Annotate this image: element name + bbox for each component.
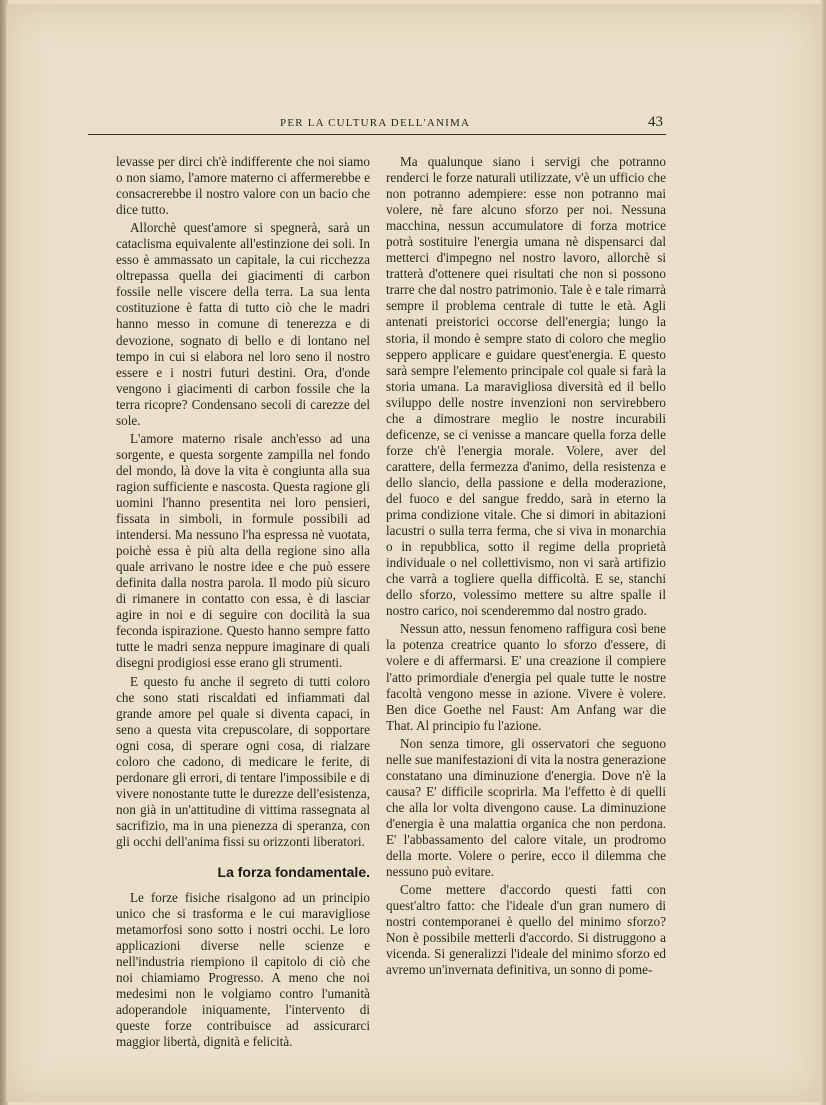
paragraph: Come mettere d'accordo questi fatti con quest'altro fatto: che l'ideale d'un gran numero di nostri contemporanei è quello del minimo sforzo? Non è possibile metterli d'accordo. Si distruggono a vicenda. Si generalizzi l'ideale del minimo sforzo ed avremo un'invernata definitiva, un sonno di pome- bbox=[386, 882, 666, 978]
page-number: 43 bbox=[648, 114, 663, 130]
section-heading: La forza fondamentale. bbox=[217, 864, 370, 881]
paragraph: E questo fu anche il segreto di tutti coloro che sono stati riscaldati ed infiammati dal grande amore pel quale si diventa capaci, in seno a questa vita crepuscolare, di sopportare ogni cosa, di sperare ogni cosa, di rialzare coloro che cadono, di medicare le ferite, di perdonare gli errori, di tentare l'impossibile e di vivere nonostante tutte le durezze dell'esistenza, non già in un'attitudine di vittima rassegnata al sacrifizio, ma in una pienezza di speranza, con gli occhi dell'anima fissi su orizzonti liberatori. bbox=[116, 673, 370, 849]
header-rule bbox=[88, 134, 666, 135]
left-column bbox=[116, 154, 370, 1053]
paragraph: levasse per dirci ch'è indifferente che noi siamo o non siamo, l'amore materno ci affermerebbe e consacrerebbe il nostro valore con un bacio che dice tutto. bbox=[116, 154, 370, 218]
paragraph: Allorchè quest'amore si spegnerà, sarà un cataclisma equivalente all'estinzione dei soli. In esso è ammassato un capitale, la cui ricchezza oltrepassa quella dei giacimenti di carbon fossile nelle viscere della terra. La sua lenta costituzione è fatta di tutto ciò che le madri hanno messo in comune di tenerezza e di devozione, sognato di bello e di lontano nel tempo in cui si elabora nel loro seno il nostro essere e i nostri futuri destini. Ora, d'onde vengono i giacimenti di carbon fossile che la terra ricopre? Condensano secoli di carezze del sole. bbox=[116, 220, 370, 428]
right-column bbox=[386, 154, 666, 980]
paragraph: Nessun atto, nessun fenomeno raffigura così bene la potenza creatrice quanto lo sforzo d'essere, di volere e di affermarsi. E' una creazione il compiere l'atto primordiale d'energia pel quale tutte le nostre facoltà vengono messe in azione. Vivere è volere. Ben dice Goethe nel Faust: Am Anfang war die That. Al principio fu l'azione. bbox=[386, 621, 666, 733]
paragraph: Non senza timore, gli osservatori che seguono nelle sue manifestazioni di vita la nostra generazione constatano una diminuzione d'energia. Dove n'è la causa? E' difficile scoprirla. Ma l'effetto è di quelli che alla lor volta divengono cause. La diminuzione d'energia è una malattia organica che non perdona. E' l'abbassamento del calore vitale, un prodromo della morte. Volere o perire, ecco il dilemma che nessuno può evitare. bbox=[386, 735, 666, 880]
paragraph: Le forze fisiche risalgono ad un principio unico che si trasforma e le cui maravigliose metamorfosi sono sotto i nostri occhi. Le loro applicazioni diverse nelle scienze e nell'industria riempiono il capitolo di ciò che noi chiamiamo Progresso. A meno che noi medesimi non le volgiamo contro l'umanità adoperandole iniquamente, l'intervento di queste forze contribuisce ad assicurarci maggior libertà, dignità e felicità. bbox=[116, 890, 370, 1050]
page-edge bbox=[820, 0, 826, 1105]
paragraph: Ma qualunque siano i servigi che potranno renderci le forze naturali utilizzate, v'è un ufficio che non potranno adempiere: esse non potranno mai volere, nè fare alcuno sforzo per noi. Nessuna macchina, nessun accumulatore di forza motrice potrà sostituire l'energia umana nè dispensarci dal metterci d'impegno nel nostro lavoro, allorchè si tratterà d'ottenere quei risultati che non si possono trarre che dal nostro patrimonio. Tale è e tale rimarrà sempre il problema centrale di tutte le età. Agli antenati preistorici occorse dell'energia; lungo la storia, il mondo è sempre stato di coloro che meglio seppero applicare e guidare quest'energia. E questo sarà sempre l'elemento principale col quale si farà la storia umana. La maravigliosa diversità ed il bello sviluppo delle nostre invenzioni non servirebbero che a dimostrare meglio le nostre incurabili deficenze, se ci venisse a mancare quella forza delle forze ch'è l'energia morale. Volere, aver del carattere, della fermezza d'animo, della resistenza e dello slancio, della passione e della moderazione, del fuoco e del sangue freddo, sarà in eterno la prima condizione vitale. Che si dimori in abitazioni lacustri o sulla terra ferma, che si viva in monarchia o in repubblica, sotto il regime della proprietà individuale o nel collettivismo, non vi sarà artifizio che varrà a togliere quella difficoltà. E se, stanchi dello sforzo, volessimo mettere su altre spalle il nostro carico, noi scenderemmo dal nostro grado. bbox=[386, 154, 666, 619]
running-title: PER LA CULTURA DELL'ANIMA bbox=[280, 117, 471, 129]
paragraph: L'amore materno risale anch'esso ad una sorgente, e questa sorgente zampilla nel fondo del mondo, là dove la vita è congiunta alla sua ragion sufficiente e nascosta. Questa ragione gli uomini l'hanno presentita nei loro pensieri, fissata in simboli, in formule possibili ad intendersi. Ma nessuno l'ha espressa nè vuotata, poichè essa è più alta della regione sino alla quale arrivano le nostre idee e che può essere definita dalla nostra parola. Il modo più sicuro di rimanere in contatto con essa, è di lasciar agire in noi e di seguire con docilità la sua feconda ispirazione. Questo hanno sempre fatto tutte le madri senza neppure imaginare di quali disegni prodigiosi esse erano gli strumenti. bbox=[116, 430, 370, 671]
